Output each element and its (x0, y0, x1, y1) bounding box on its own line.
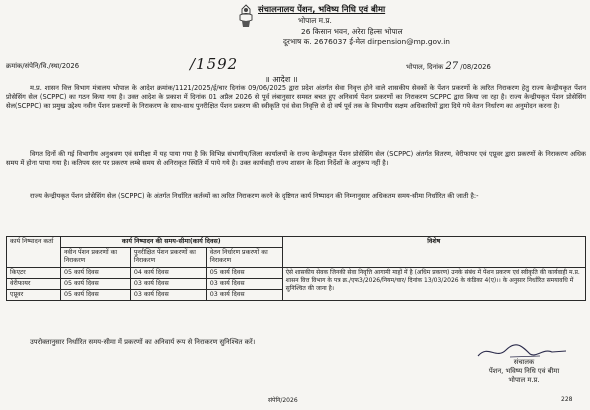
handwritten-dispatch-number: /1592 (190, 55, 239, 73)
row-pay: 03 कार्य दिवस (206, 278, 282, 289)
order-heading: ॥ आदेश ॥ (265, 75, 298, 84)
office-name: संचालनालय पेंशन, भविष्य निधि एवं बीमा (258, 4, 386, 14)
paragraph-2: विगत दिनों की गई विभागीय अनुश्रवण एवं समीक्षा में यह पाया गया है कि विभिन्न संभागीय/जिला कार्यालयों के राज्य केन्द्रीयकृत पेंशन प्रोसेसिंग सेल (SCPPC) अंतर्गत वितरण, वेरीफायर एवं एप्रूवर द्वारा प्रकरणों के निराकरण अधिक समय में होना पाया गया है। कतिपय स्तर पर प्रकरण लम्बे समय से अनिराकृत स्थिति में पाये गये है। उक्त कार्यवाही राज्य शासन के दिशा निर्देशों के अनुरूप नहीं है। (6, 150, 586, 168)
row-role: एप्रूवर (7, 290, 61, 301)
header-role: कार्य निष्पादन कर्ता (7, 237, 61, 268)
signatory-location: भोपाल म.प्र. (508, 376, 540, 384)
header-timeline-group: कार्य निष्पादन की समय-सीमा(कार्य दिवस) (60, 237, 282, 248)
timeline-table (6, 236, 586, 301)
date-label: भोपाल, दिनांक (406, 63, 444, 71)
letterhead (258, 4, 588, 26)
row-role: वेरीफायर (7, 278, 61, 289)
row-role: किएटर (7, 267, 61, 278)
page-footer (0, 394, 590, 408)
signature-block (460, 358, 588, 385)
date-suffix: /08/2026 (460, 63, 491, 71)
row-revised: 03 कार्य दिवस (130, 290, 206, 301)
contact-line: दूरभाष क. 2676037 ई-मेल dirpension@mp.gov.in (283, 37, 450, 46)
paragraph-1: म.प्र. शासन वित्त विभाग मंत्रालय भोपाल के आदेश क्रमांक/1121/2025/ई/चार दिनांक 09/06/2025 द्वारा प्रदेश अंतर्गत सेवा निवृत्त होने वाले शासकीय सेवकों के पेंशन प्रकरणों के त्वरित निराकरण हेतु राज्य केन्द्रीयकृत पेंशन प्रोसेसिंग सेल (SCPPC) का गठन किया गया है। उक्त आदेश के प्रकाश में दिनांक 01 अप्रैल 2026 से पूर्व लंबानुसार समस्त बचत हुए अनिवार्य पेंशन प्रकरणों का निराकरण SCPPC द्वारा किया जा रहा है। राज्य केन्द्रीयकृत पेंशन प्रोसेसिंग सेल(SCPPC) का प्रमुख उद्देश्य नवीन पेंशन प्रकरणों के निराकरण के साथ-साथ पुनरीक्षित पेंशन प्रकरण की स्वीकृति एवं सेवा निवृत्ति से दो वर्ष पूर्व तक के विभागीय सक्षम अधिकारियों द्वारा दिये गये वेतन निर्धारण का अनुमोदन करना है। (6, 84, 586, 111)
table-header-row (7, 237, 586, 248)
footer-code: संपेनि/2026 (268, 397, 298, 404)
row-pay: 05 कार्य दिवस (206, 267, 282, 278)
header-revised-cases: पुनरीक्षित पेंशन प्रकरणों का निराकरण (130, 248, 206, 267)
row-new: 05 कार्य दिवस (60, 278, 130, 289)
order-date (406, 61, 491, 72)
address-line: 26 किसान भवन, अरेरा हिल्स भोपाल (301, 27, 403, 36)
handwritten-date: 27 (445, 61, 459, 72)
row-new: 05 कार्य दिवस (60, 290, 130, 301)
signatory-title: संचालक (513, 358, 535, 366)
row-revised: 03 कार्य दिवस (130, 278, 206, 289)
reference-row (6, 55, 584, 75)
state-emblem-icon (236, 3, 256, 29)
paragraph-3: राज्य केन्द्रीयकृत पेंशन प्रोसेसिंग सेल (SCPPC) के अंतर्गत निर्धारित कर्तव्यों का त्वरित निराकरण करने के दृष्टिगत कार्य निष्पादन की निम्नानुसार अधिकतम समय-सीमा निर्धारित की जाती है:- (30, 192, 479, 200)
row-new: 05 कार्य दिवस (60, 267, 130, 278)
table-row (7, 267, 586, 278)
header-pay-fixation: वेतन निर्धारण प्रकरणों का निराकरण (206, 248, 282, 267)
row-pay: 03 कार्य दिवस (206, 290, 282, 301)
reference-number: क्रमांक/संपेनि/वि./स्था/2026 (6, 62, 80, 70)
office-location: भोपाल म.प्र. (298, 16, 332, 25)
remarks-cell: ऐसे शासकीय सेवक जिनकी सेवा निवृत्ति आगामी माहों में है (अधिम प्रकरण) उनके संबंध में पेंशन प्रकरण एवं स्वीकृति की कार्यवाही म.प्र. शासन वित्त विभाग के पत्र क्र./एफ3/2026/नियम/चार/ दिनांक 13/03/2026 के कंडिका 4(ए)।। के अनुसार निर्धारित समयावधि में सुनिश्चित की जाना है। (282, 267, 585, 301)
signatory-office: पेंशन, भविष्य निधि एवं बीमा (488, 367, 560, 375)
row-revised: 04 कार्य दिवस (130, 267, 206, 278)
header-remarks: विशेष (282, 237, 585, 268)
header-new-cases: नवीन पेंशन प्रकरणों का निराकरण (60, 248, 130, 267)
closing-instruction: उपरोक्तानुसार निर्धारित समय-सीमा में प्रकरणों का अनिवार्य रूप से निराकरण सुनिश्चित करें। (30, 338, 256, 346)
office-address (283, 27, 583, 47)
page-number: 228 (561, 396, 573, 403)
